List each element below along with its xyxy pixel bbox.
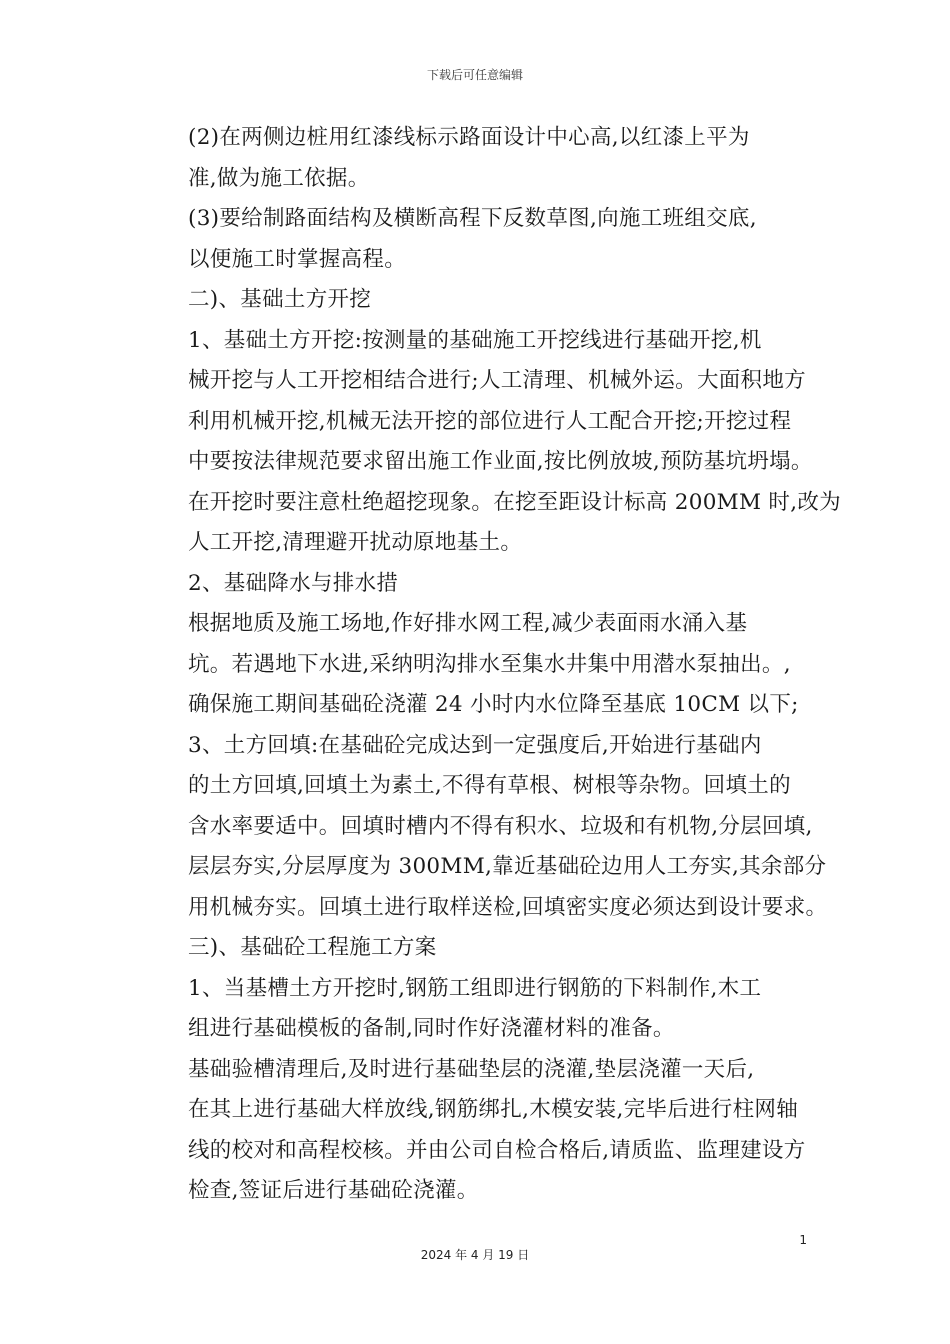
text-line: 1、当基槽土方开挖时,钢筋工组即进行钢筋的下料制作,木工 [188,975,762,1001]
text-line: 中要按法律规范要求留出施工作业面,按比例放坡,预防基坑坍塌。 [188,449,813,474]
heading-text: 二)、基础土方开挖 [188,287,372,312]
text-line: 根据地质及施工场地,作好排水网工程,减少表面雨水涌入基 [188,611,748,636]
text-line: 检查,签证后进行基础砼浇灌。 [188,1178,479,1203]
text-line: 坑。若遇地下水进,采纳明沟排水至集水井集中用潜水泵抽出。, [188,651,791,677]
section-heading-excavation [145,280,815,321]
heading-text: 三)、基础砼工程施工方案 [188,935,437,960]
text-line: 线的校对和高程校核。并由公司自检合格后,请质监、监理建设方 [188,1137,806,1163]
page-header: 下载后可任意编辑 [426,68,523,82]
subheading-dewatering [145,564,815,605]
text-line: 用机械夯实。回填土进行取样送检,回填密实度必须达到设计要求。 [188,894,828,920]
text-line: 含水率要适中。回填时槽内不得有积水、垃圾和有机物,分层回填, [188,813,813,839]
text-line: 确保施工期间基础砼浇灌 24 小时内水位降至基底 10CM 以下; [188,692,799,717]
text-line: (3)要给制路面结构及横断高程下反数草图,向施工班组交底, [188,206,757,231]
text-line: 人工开挖,清理避开扰动原地基土。 [188,530,523,555]
text-line: 的土方回填,回填土为素土,不得有草根、树根等杂物。回填土的 [188,773,791,798]
text-line: 基础验槽清理后,及时进行基础垫层的浇灌,垫层浇灌一天后, [188,1056,755,1082]
paragraph-excavation [145,321,841,564]
page-number: 1 [799,1233,807,1247]
footer-date: 2024 年 4 月 19 日 [420,1248,530,1262]
text-line: 准,做为施工依据。 [188,165,370,191]
paragraph-survey-marking [145,118,815,199]
paragraph-foundation-pour [145,1050,815,1212]
text-line: 组进行基础模板的备制,同时作好浇灌材料的准备。 [188,1016,675,1041]
paragraph-cross-section-drawing [145,199,815,280]
paragraph-rebar-prep [145,969,815,1050]
heading-text: 2、基础降水与排水措 [188,570,399,596]
text-line: 利用机械开挖,机械无法开挖的部位进行人工配合开挖;开挖过程 [188,408,792,434]
text-line: 在开挖时要注意杜绝超挖现象。在挖至距设计标高 200MM 时,改为 [188,489,841,515]
text-line: 1、基础土方开挖:按测量的基础施工开挖线进行基础开挖,机 [188,327,762,353]
paragraph-dewatering [145,604,815,726]
text-line: (2)在两侧边桩用红漆线标示路面设计中心高,以红漆上平为 [188,125,750,150]
document-body [145,118,841,1212]
section-heading-concrete [145,928,815,969]
text-line: 层层夯实,分层厚度为 300MM,靠近基础砼边用人工夯实,其余部分 [188,854,827,879]
text-line: 械开挖与人工开挖相结合进行;人工清理、机械外运。大面积地方 [188,368,806,393]
paragraph-backfill [145,726,828,929]
text-line: 以便施工时掌握高程。 [188,246,407,272]
text-line: 3、土方回填:在基础砼完成达到一定强度后,开始进行基础内 [188,732,762,758]
text-line: 在其上进行基础大样放线,钢筋绑扎,木模安装,完毕后进行柱网轴 [188,1097,799,1122]
